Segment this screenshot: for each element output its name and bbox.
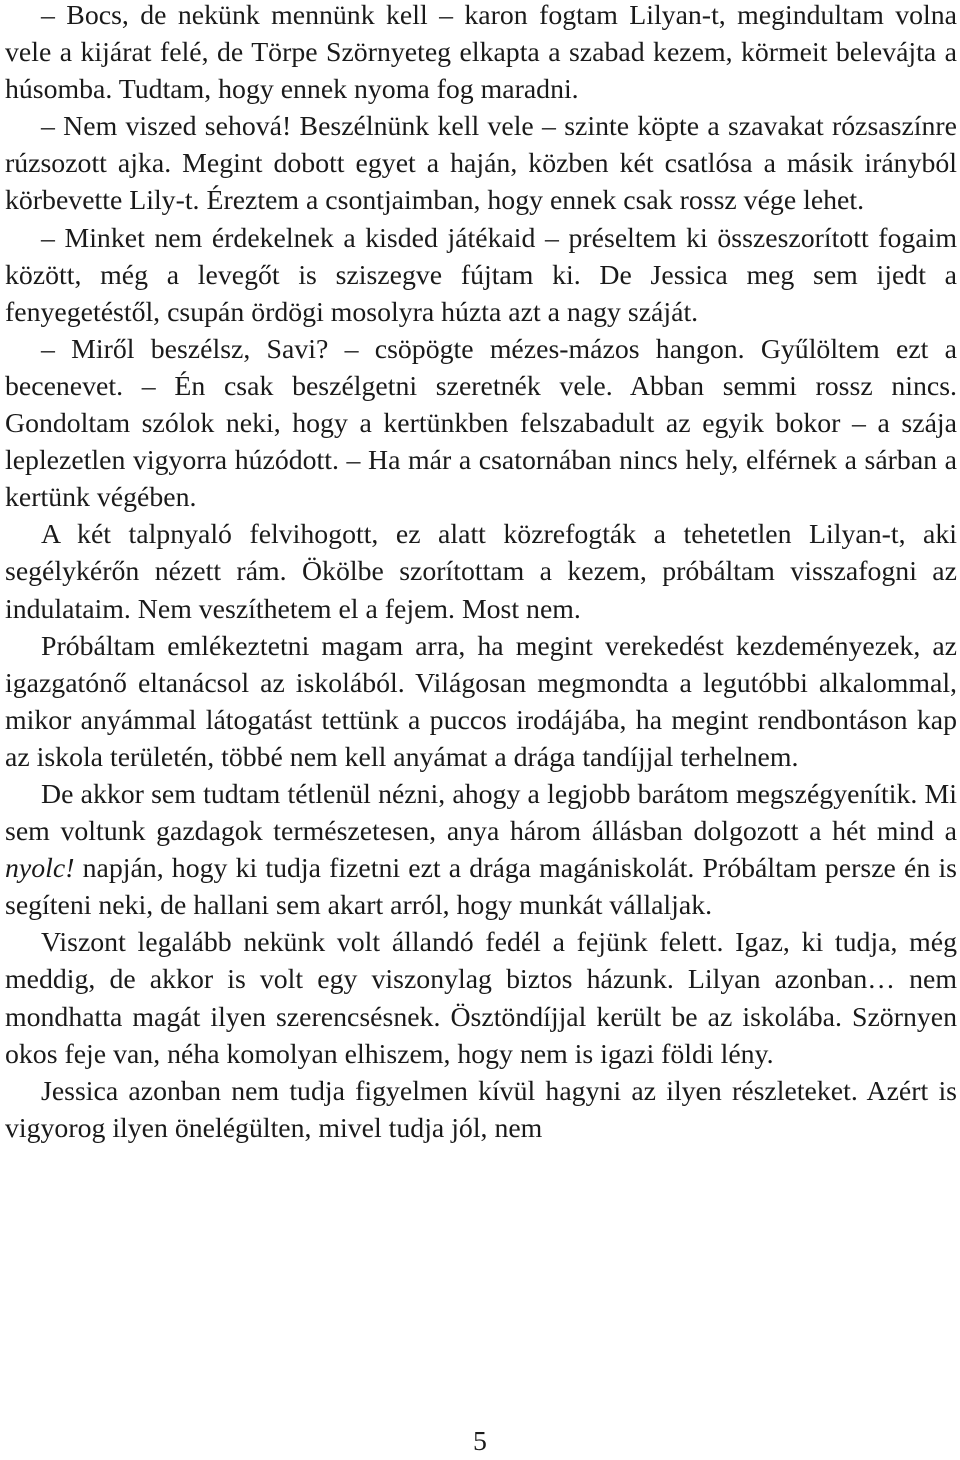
- paragraph-3: – Minket nem érdekelnek a kisded játékaid – préseltem ki összeszorított fogaim között, még a levegőt is sziszegve fújtam ki. De Jessica meg sem ijedt a fenyegetéstől, csupán ördögi mosolyra húzta azt a nagy száját.: [5, 222, 957, 328]
- paragraph-9: Jessica azonban nem tudja figyelmen kívül hagyni az ilyen részleteket. Azért is vigyorog ilyen önelégülten, mivel tudja jól, nem: [5, 1075, 957, 1144]
- paragraph-2: – Nem viszed sehová! Beszélnünk kell vele – szinte köpte a szavakat rózsaszínre rúzsozott ajka. Megint dobott egyet a haján, közben két csatlósa a másik irányból körbevette Lily-t. Éreztem a csontjaimban, hogy ennek csak rossz vége lehet.: [5, 111, 957, 217]
- document-page: [5, 0, 957, 1147]
- paragraph-1: – Bocs, de nekünk mennünk kell – karon fogtam Lilyan-t, megindultam volna vele a kijárat felé, de Törpe Szörnyeteg elkapta a szabad kezem, körmeit belevájta a húsomba. Tudtam, hogy ennek nyoma fog maradni.: [5, 0, 957, 106]
- paragraph-8: Viszont legalább nekünk volt állandó fedél a fejünk felett. Igaz, ki tudja, még meddig, de akkor is volt egy viszonylag biztos házunk. Lilyan azonban… nem mondhatta magát ilyen szerencsésnek. Ösztöndíjjal került be az iskolába. Szörnyen okos feje van, néha komolyan elhiszem, hogy nem is igazi földi lény.: [5, 927, 957, 1070]
- paragraph-7-text-before: De akkor sem tudtam tétlenül nézni, ahogy a legjobb barátom megszégyenítik. Mi sem voltunk gazdagok természetesen, anya három állásban dolgozott a hét mind a: [5, 778, 957, 848]
- paragraph-7-emphasis: nyolc!: [5, 853, 75, 885]
- paragraph-5: A két talpnyaló felvihogott, ez alatt közrefogták a tehetetlen Lilyan-t, aki segélykérőn nézett rám. Ökölbe szorítottam a kezem, próbáltam visszafogni az indulataim. Nem veszíthetem el a fejem. Most nem.: [5, 519, 957, 625]
- paragraph-7-text-after: napján, hogy ki tudja fizetni ezt a drága magániskolát. Próbáltam persze én is segíteni neki, de hallani sem akart arról, hogy munkát vállaljak.: [5, 853, 957, 922]
- page-number: 5: [473, 1426, 487, 1457]
- paragraph-4: – Miről beszélsz, Savi? – csöpögte mézes-mázos hangon. Gyűlöltem ezt a becenevet. – Én csak beszélgetni szeretnék vele. Abban semmi rossz nincs. Gondoltam szólok neki, hogy a kertünkben felszabadult az egyik bokor – a szája leplezetlen vigyorra húzódott. – Ha már a csatornában nincs hely, elférnek a sárban a kertünk végében.: [5, 333, 957, 514]
- paragraph-6: Próbáltam emlékeztetni magam arra, ha megint verekedést kezdeményezek, az igazgatónő eltanácsol az iskolából. Világosan megmondta a legutóbbi alkalommal, mikor anyámmal látogatást tettünk a puccos irodájába, ha megint rendbontáson kap az iskola területén, többé nem kell anyámat a drága tandíjjal terhelnem.: [5, 630, 957, 773]
- paragraph-7: [5, 776, 957, 924]
